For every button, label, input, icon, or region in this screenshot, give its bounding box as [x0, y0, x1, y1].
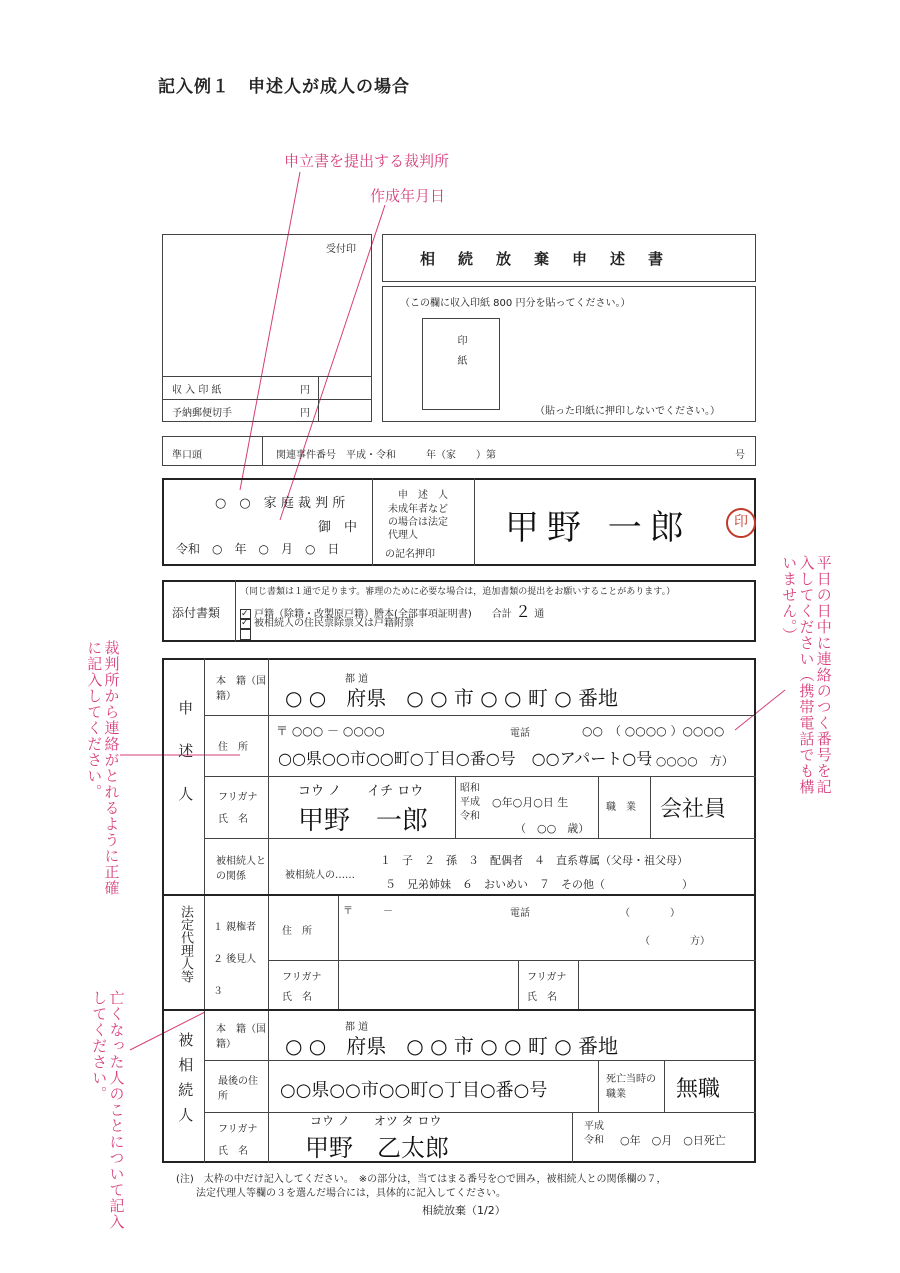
case-label: 準口頭 [172, 450, 202, 461]
case-number-suffix: 号 [735, 450, 745, 461]
applicant-phone: ○○ （ ○○○○ ）○○○○ [582, 724, 725, 738]
applicant-address: ○○県○○市○○町○丁目○番○号 ○○アパート○号 [278, 749, 653, 768]
page-number: 相続放棄（1/2） [422, 1204, 506, 1217]
deceased-honseki-label: 本 籍（国 籍） [216, 1024, 276, 1050]
annotation-court: 申立書を提出する裁判所 [284, 152, 450, 170]
attachment-item-2[interactable]: ✓ 被相続人の住民票除票又は戸籍附票 [241, 617, 414, 629]
revenue-stamp-label: 収 入 印 紙 [172, 385, 222, 396]
annotation-contact: 裁判所から連絡がとれるように正確に記入してください。 [85, 640, 121, 896]
applicant-label-4: 代理人 [388, 530, 418, 541]
applicant-label-2: 未成年者など [388, 504, 448, 515]
deceased-occupation: 無職 [676, 1077, 721, 1102]
applicant-occupation: 会社員 [660, 797, 727, 822]
applicant-label-3: の場合は法定 [388, 517, 448, 528]
applicant-era: 昭和 平成 令和 [460, 783, 490, 822]
guardian-phone: （ ） [620, 908, 680, 919]
postage-label: 予納郵便切手 [172, 408, 232, 419]
applicant-label-5: の記名押印 [385, 549, 435, 560]
applicant-label-1: 申 述 人 [398, 490, 448, 501]
applicant-occupation-label: 職 業 [606, 802, 636, 813]
yen-label-1: 円 [300, 385, 310, 396]
form-title: 相 続 放 棄 申 述 書 [420, 250, 668, 268]
deceased-furigana-label: フリガナ [218, 1124, 258, 1135]
guardian-postal: 〒 － [343, 906, 393, 917]
checkbox-icon[interactable]: ✓ [240, 609, 251, 620]
applicant-age: （ ○○ 歳） [515, 822, 590, 835]
guardian-opt-2: ２ 後見人 [213, 954, 257, 965]
stamp-box-label: 印 紙 [455, 335, 466, 365]
applicant-address-label: 住 所 [218, 742, 248, 753]
guardian-section: 法定代理人等 [177, 905, 193, 983]
deceased-name: 甲野 乙太郎 [305, 1134, 449, 1162]
applicant-address-care: （ ○○○○ 方） [640, 754, 734, 768]
guardian-care: （ 方） [640, 936, 710, 947]
guardian-furigana-label: フリガナ [282, 972, 322, 983]
attachment-item-1[interactable]: ✓ 戸籍（除籍・改製原戸籍）謄本(全部事項証明書) 合計 ２ 通 [241, 602, 545, 621]
applicant-phone-label: 電話 [510, 728, 530, 739]
relation-options-1: １ 子 ２ 孫 ３ 配偶者 ４ 直系尊属（父母・祖父母） [380, 854, 688, 867]
stamp-note: （この欄に収入印紙 800 円分を貼ってください。） [400, 298, 631, 309]
court-name: ○ ○ 家 庭 裁 判 所 [215, 496, 346, 511]
annotation-phone: 平日の日中に連絡のつく番号を記入してください（携帯電話でも構いません。） [780, 555, 833, 795]
deceased-occupation-label: 死亡当時の職業 [606, 1074, 656, 1100]
guardian-opt-3: ３ [213, 986, 223, 997]
deceased-death-date: ○年 ○月 ○日死亡 [620, 1134, 726, 1147]
applicant-name: 甲野 一郎 [298, 806, 429, 836]
page-title: 記入例１ 申述人が成人の場合 [158, 77, 410, 97]
applicant-todofuken: 都 道 [345, 674, 369, 685]
attachments-label: 添付書類 [172, 606, 221, 620]
guardian-name-label: 氏 名 [282, 992, 312, 1003]
related-case: 関連事件番号 平成・令和 年（家 ）第 [276, 450, 496, 461]
yen-label-2: 円 [300, 408, 310, 419]
footnote-line-2: 法定代理人等欄の３を選んだ場合には，具体的に記入してください。 [196, 1188, 506, 1199]
relation-options-2: ５ 兄弟姉妹 ６ おいめい ７ その他（ ） [385, 878, 693, 891]
applicant-furigana-label: フリガナ [218, 792, 258, 803]
deceased-section: 被相続人 [176, 1032, 195, 1132]
annotation-date: 作成年月日 [370, 187, 446, 205]
applicant-birth: ○年○月○日 生 [492, 796, 569, 809]
applicant-section: 申述人 [176, 700, 195, 829]
attachments-note: （同じ書類は１通で足ります。審理のために必要な場合は，追加書類の提出をお願いすることがあります。） [240, 587, 676, 597]
attachment-item-3[interactable] [240, 629, 254, 641]
applicant-relation-label: 被相続人との関係 [216, 856, 266, 882]
applicant-name-label: 氏 名 [218, 814, 248, 825]
footnote-line-1: (注) 太枠の中だけ記入してください。 ※の部分は，当てはまる番号を○で囲み，被相続人との関係欄の７， [176, 1174, 667, 1185]
guardian-address-label: 住 所 [282, 926, 312, 937]
stamp-warning: （貼った印紙に押印しないでください。） [535, 406, 720, 417]
deceased-name-label: 氏 名 [218, 1146, 248, 1157]
checkbox-icon[interactable]: ✓ [240, 618, 251, 629]
receipt-stamp-label: 受付印 [326, 244, 356, 255]
guardian-opt-1: １ 親権者 [213, 922, 257, 933]
applicant-honseki-label: 本 籍（国 籍） [216, 676, 276, 702]
applicant-signature: 甲野 一郎 [505, 508, 692, 548]
deceased-address: ○○県○○市○○町○丁目○番○号 [280, 1080, 548, 1101]
deceased-address-label: 最後の住 所 [218, 1076, 268, 1102]
applicant-furigana: コウ ノ イチ ロウ [298, 784, 424, 799]
applicant-postal: 〒 ○○○ － ○○○○ [276, 724, 385, 738]
deceased-era: 平成 令和 [584, 1121, 614, 1146]
annotation-deceased: 亡くなった人のことについて記入してください。 [90, 990, 126, 1230]
deceased-honseki-value: ○ ○ 府県 ○ ○ 市 ○ ○ 町 ○ 番地 [285, 1034, 619, 1058]
relation-prefix: 被相続人の…… [285, 870, 355, 881]
deceased-furigana: コウ ノ オツ タ ロウ [310, 1114, 442, 1128]
guardian-phone-label: 電話 [510, 908, 530, 919]
seal-icon: 印 [726, 508, 756, 538]
deceased-todofuken: 都 道 [345, 1022, 369, 1033]
court-gochu: 御 中 [318, 520, 358, 535]
applicant-honseki-value: ○ ○ 府県 ○ ○ 市 ○ ○ 町 ○ 番地 [285, 686, 619, 710]
guardian-furigana-label-2: フリガナ [527, 972, 567, 983]
checkbox-icon[interactable] [240, 629, 251, 640]
guardian-name-label-2: 氏 名 [527, 992, 557, 1003]
filing-date: 令和 ○ 年 ○ 月 ○ 日 [176, 542, 340, 556]
